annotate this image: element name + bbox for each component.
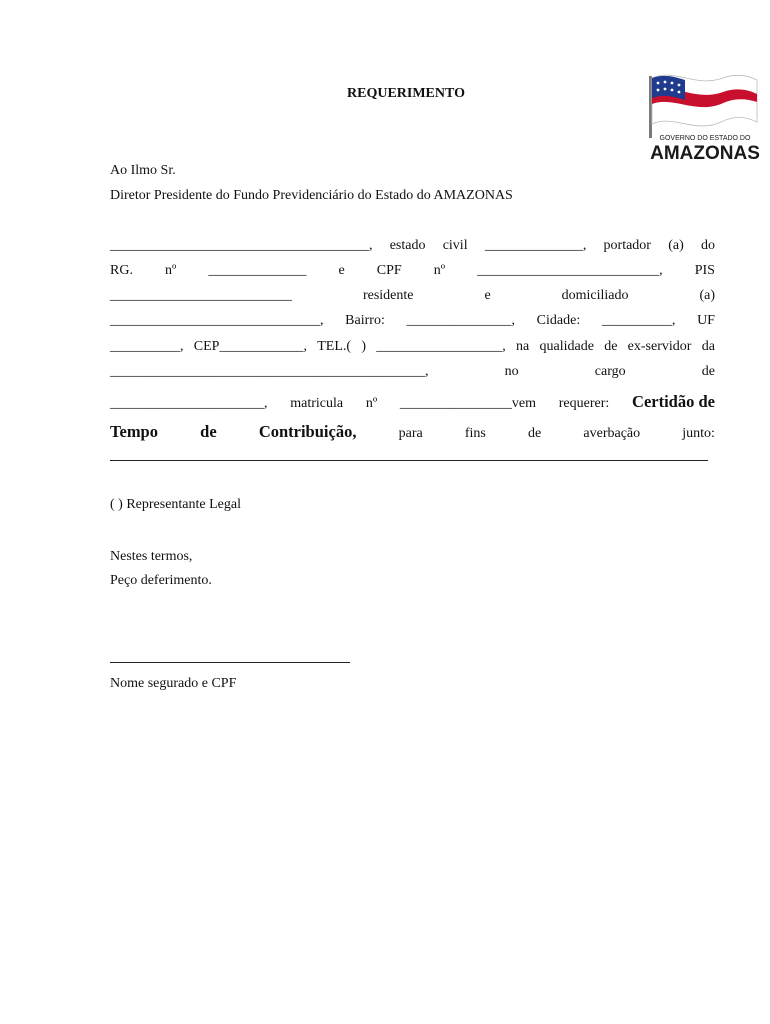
- request-body-word: nº: [433, 263, 446, 278]
- request-body-word: fins: [464, 426, 486, 441]
- signature-caption: Nome segurado e CPF: [110, 676, 237, 691]
- addressee-line-2: Diretor Presidente do Fundo Previdenciário do Estado do AMAZONAS: [110, 188, 513, 203]
- request-body-word: PIS: [694, 263, 715, 278]
- request-body-word: requerer:: [558, 396, 610, 411]
- logo-caption-big: AMAZONAS: [650, 143, 760, 162]
- addressee-line-1: Ao Ilmo Sr.: [110, 163, 176, 178]
- request-body-word: na: [516, 339, 530, 354]
- request-body-word: __________________,: [376, 339, 506, 354]
- request-body-word: portador: [603, 238, 651, 253]
- request-body-word: matricula: [290, 396, 344, 411]
- request-body-word: __________________________: [110, 288, 292, 303]
- request-body-word: (a): [668, 238, 684, 253]
- legal-representative-option: ( ) Representante Legal: [110, 497, 241, 512]
- request-body-word: ______________: [208, 263, 307, 278]
- request-body-word: e: [338, 263, 345, 278]
- request-body-word: junto:: [682, 426, 715, 441]
- request-body-line: [110, 422, 715, 439]
- request-body-word: Contribuição,: [258, 422, 357, 441]
- request-body-word: Bairro:: [345, 313, 385, 328]
- request-body-word: __________________________,: [477, 263, 663, 278]
- request-body-word: da: [701, 339, 715, 354]
- request-body-word: cargo: [594, 364, 626, 379]
- amazonas-government-logo: [645, 70, 763, 162]
- request-body-word: Cidade:: [536, 313, 581, 328]
- justification-rule: [110, 460, 708, 461]
- request-body-word: CPF: [376, 263, 402, 278]
- request-body-word: RG.: [110, 263, 133, 278]
- request-body-word: do: [700, 238, 715, 253]
- request-body-word: ): [361, 339, 366, 354]
- request-body-word: Certidão de: [632, 392, 715, 411]
- request-body-word: CEP____________,: [193, 339, 307, 354]
- request-body-word: ______________,: [484, 238, 587, 253]
- request-body-line: [110, 313, 715, 330]
- request-body-word: nº: [165, 263, 177, 278]
- request-body-word: __________,: [110, 339, 184, 354]
- closing-line-2: Peço deferimento.: [110, 573, 212, 588]
- request-body-line: [110, 288, 715, 305]
- logo-caption-small: GOVERNO DO ESTADO DO: [659, 135, 751, 142]
- request-body-word: no: [504, 364, 519, 379]
- signature-line: [110, 662, 350, 663]
- request-body-word: ______________________,: [110, 396, 268, 411]
- request-body-line: [110, 339, 715, 356]
- request-body-word: para: [398, 426, 423, 441]
- request-body-word: averbação: [583, 426, 641, 441]
- request-body-word: UF: [697, 313, 715, 328]
- request-body-line: [110, 392, 715, 409]
- closing-line-1: Nestes termos,: [110, 549, 193, 564]
- request-body-word: e: [484, 288, 491, 303]
- request-body-word: de: [200, 422, 217, 441]
- request-body-word: de: [701, 364, 715, 379]
- request-body-word: estado: [389, 238, 426, 253]
- request-body-word: civil: [442, 238, 468, 253]
- request-body-word: qualidade: [539, 339, 594, 354]
- request-body-word: _____________________________________,: [110, 238, 373, 253]
- request-body-word: TEL.(: [317, 339, 352, 354]
- request-body-word: de: [604, 339, 618, 354]
- page-title: REQUERIMENTO: [347, 86, 465, 101]
- request-body-word: __________,: [601, 313, 676, 328]
- request-body-word: nº: [365, 396, 378, 411]
- request-body-word: Tempo: [110, 422, 158, 441]
- request-body-word: ex-servidor: [627, 339, 692, 354]
- request-body-line: [110, 238, 715, 255]
- request-body-word: _____________________________________________,: [110, 364, 429, 379]
- request-body-line: [110, 364, 715, 381]
- request-body-word: de: [528, 426, 542, 441]
- request-body-word: (a): [699, 288, 715, 303]
- request-body-word: ______________________________,: [110, 313, 324, 328]
- request-body-word: domiciliado: [561, 288, 629, 303]
- request-body-line: [110, 263, 715, 280]
- request-body-word: residente: [362, 288, 414, 303]
- request-body-word: _______________,: [406, 313, 515, 328]
- request-body-word: ________________vem: [399, 396, 537, 411]
